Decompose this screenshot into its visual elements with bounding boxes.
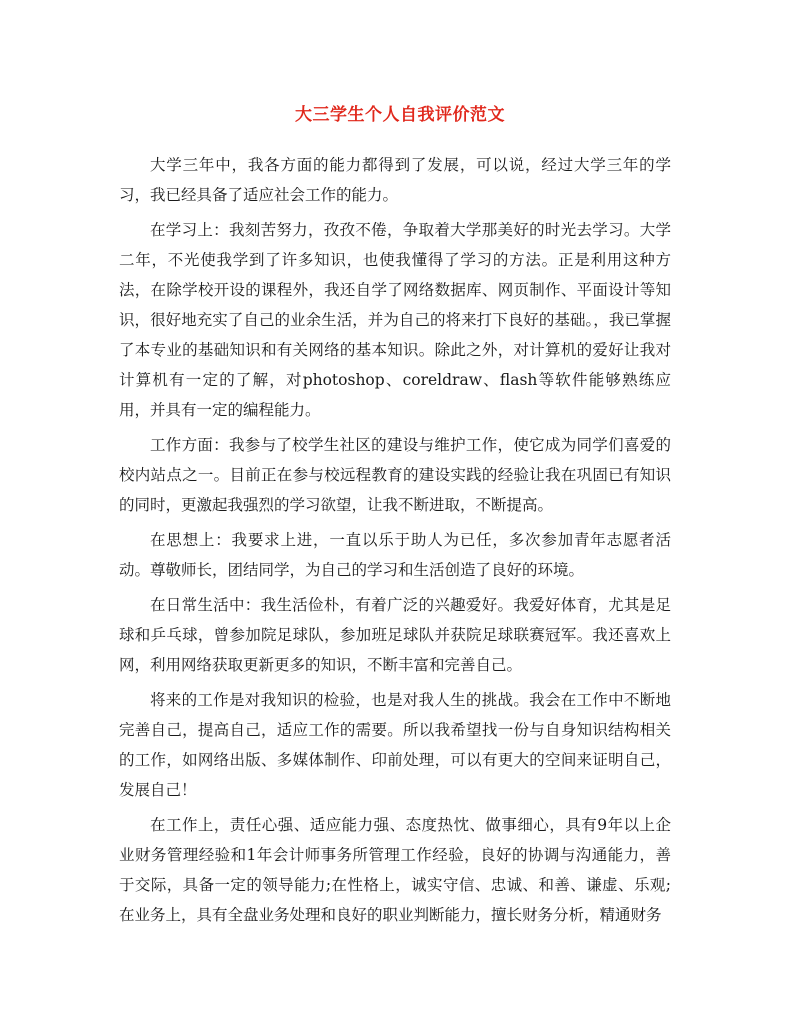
paragraph-career: 在工作上，责任心强、适应能力强、态度热忱、做事细心，具有9年以上企业财务管理经验和1年会计师事务所管理工作经验，良好的协调与沟通能力，善于交际，具备一定的领导能力;在性格上，诚实守信、忠诚、和善、谦虚、乐观;在业务上，具有全盘业务处理和良好的职业判断能力，擅长财务分析，精通财务 [119, 816, 671, 924]
paragraph-intro: 大学三年中，我各方面的能力都得到了发展，可以说，经过大学三年的学习，我已经具备了适应社会工作的能力。 [119, 156, 671, 204]
paragraph-thought: 在思想上：我要求上进，一直以乐于助人为已任，多次参加青年志愿者活动。尊敬师长，团结同学，为自己的学习和生活创造了良好的环境。 [119, 531, 671, 579]
paragraph-study: 在学习上：我刻苦努力，孜孜不倦，争取着大学那美好的时光去学习。大学二年，不光使我学到了许多知识，也使我懂得了学习的方法。正是利用这种方法，在除学校开设的课程外，我还自学了网络数据库、网页制作、平面设计等知识，很好地充实了自己的业余生活，并为自己的将来打下良好的基础。，我已掌握了本专业的基础知识和有关网络的基本知识。除此之外，对计算机的爱好让我对计算机有一定的了解，对photoshop、coreldraw、flash等软件能够熟练应用，并具有一定的编程能力。 [119, 221, 671, 419]
paragraph-daily-life: 在日常生活中：我生活俭朴，有着广泛的兴趣爱好。我爱好体育，尤其是足球和乒乓球，曾参加院足球队，参加班足球队并获院足球联赛冠军。我还喜欢上网，利用网络获取更新更多的知识，不断丰富和完善自己。 [119, 596, 671, 674]
paragraph-future: 将来的工作是对我知识的检验，也是对我人生的挑战。我会在工作中不断地完善自己，提高自己，适应工作的需要。所以我希望找一份与自身知识结构相关的工作，如网络出版、多媒体制作、印前处理，可以有更大的空间来证明自己，发展自己！ [119, 691, 671, 799]
paragraph-work: 工作方面：我参与了校学生社区的建设与维护工作，使它成为同学们喜爱的校内站点之一。目前正在参与校远程教育的建设实践的经验让我在巩固已有知识的同时，更激起我强烈的学习欲望，让我不断进取，不断提高。 [119, 436, 671, 514]
document-body [119, 150, 671, 935]
document-title: 大三学生个人自我评价范文 [295, 105, 505, 125]
